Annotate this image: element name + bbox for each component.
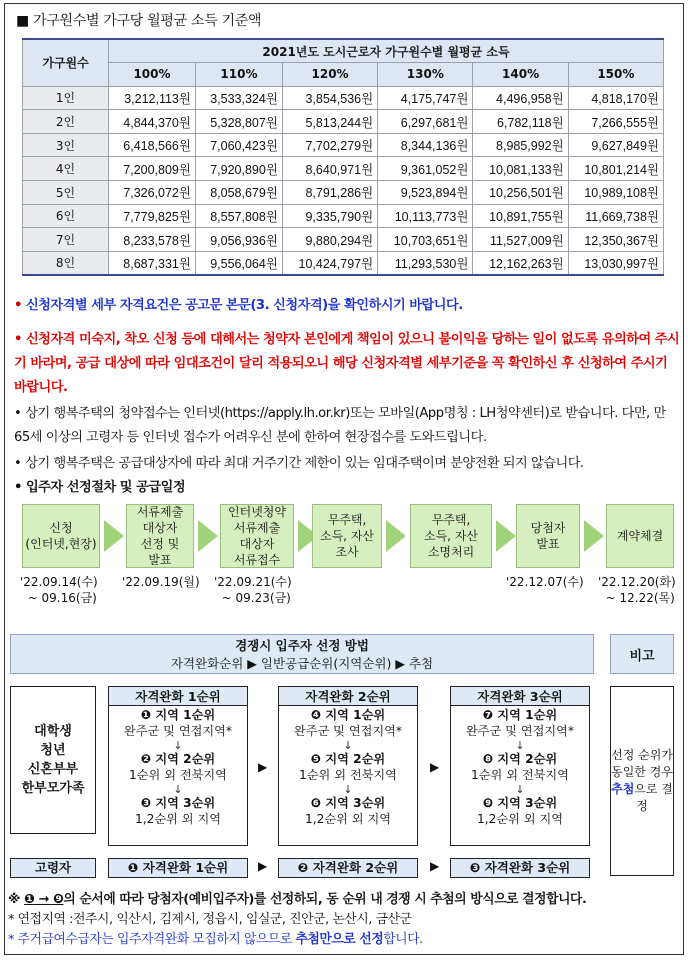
income-cell: 10,081,133원	[473, 157, 568, 181]
income-cell: 9,361,052원	[378, 157, 473, 181]
rank-item-title: ❼ 지역 1순위	[482, 708, 558, 722]
income-cell: 8,233,578원	[109, 228, 196, 252]
income-cell: 8,557,808원	[195, 204, 282, 228]
income-cell: 7,326,072원	[109, 181, 196, 205]
table-row	[23, 204, 664, 228]
percent-header: 150%	[568, 63, 663, 87]
rank-item-title: ❺ 지역 2순위	[310, 752, 386, 767]
income-cell: 6,782,118원	[473, 110, 568, 134]
footnote-housing-benefit: * 주거급여수급자는 입주자격완화 모집하지 않으므로 추첨만으로 선정합니다.	[8, 932, 423, 947]
income-cell: 4,818,170원	[568, 86, 663, 110]
household-size: 1인	[23, 86, 109, 110]
rank-item-title: ❸ 지역 3순위	[140, 796, 216, 811]
notice-5: • 입주자 선정절차 및 공급일정	[14, 480, 186, 495]
footnote-adjacent: * 연접지역 :전주시, 익산시, 김제시, 정읍시, 임실군, 진안군, 논산시, 금산군	[8, 912, 412, 927]
rank-item-desc: 완주군 및 연접지역*	[465, 723, 575, 738]
target-groups: 대학생 청년 신혼부부 한부모가족	[10, 686, 96, 834]
household-size: 3인	[23, 133, 109, 157]
flow-date-4: '22.12.07(수)	[506, 575, 584, 589]
flow-step-4: 무주택, 소득, 자산 조사	[312, 504, 382, 568]
income-cell: 7,200,809원	[109, 157, 196, 181]
income-cell: 8,985,992원	[473, 133, 568, 157]
rank-item-title: ❾ 지역 3순위	[482, 796, 558, 811]
income-cell: 3,854,536원	[282, 86, 377, 110]
income-cell: 9,335,790원	[282, 204, 377, 228]
household-size: 5인	[23, 181, 109, 205]
income-cell: 9,627,849원	[568, 133, 663, 157]
income-cell: 7,920,890원	[195, 157, 282, 181]
rank-item-desc: 1,2순위 외 지역	[477, 811, 563, 826]
income-cell: 12,162,263원	[473, 251, 568, 275]
income-cell: 13,030,997원	[568, 251, 663, 275]
flow-date-2: '22.09.19(월)	[122, 575, 200, 589]
flow-step-3: 인터넷청약 서류제출 대상자 서류접수	[220, 504, 294, 568]
household-size: 7인	[23, 228, 109, 252]
income-cell: 8,640,971원	[282, 157, 377, 181]
flow-step-6: 당첨자 발표	[516, 504, 580, 568]
rank-item-desc: 1,2순위 외 지역	[305, 811, 391, 826]
income-cell: 9,056,936원	[195, 228, 282, 252]
income-cell: 10,113,773원	[378, 204, 473, 228]
competition-header: 경쟁시 입주자 선정 방법 자격완화순위 ▶ 일반공급순위(지역순위) ▶ 추첨	[10, 634, 594, 674]
remark-box: 선정 순위가 동일한 경우 추첨으로 결정	[610, 686, 674, 876]
table-row	[23, 181, 664, 205]
income-cell: 10,256,501원	[473, 181, 568, 205]
income-cell: 10,801,214원	[568, 157, 663, 181]
table-row	[23, 228, 664, 252]
percent-header: 120%	[282, 63, 377, 87]
income-cell: 12,350,367원	[568, 228, 663, 252]
flow-date-1: '22.09.14(수) ~ 09.16(금)	[20, 575, 98, 605]
rank-item-desc: 1순위 외 전북지역	[471, 767, 569, 782]
flow-date-3: '22.09.21(수) ~ 09.23(금)	[214, 575, 292, 605]
flow-arrow	[496, 520, 516, 552]
rank-item-title: ❶ 지역 1순위	[140, 708, 216, 722]
income-cell: 11,527,009원	[473, 228, 568, 252]
down-arrow-icon: ↓	[515, 783, 525, 797]
income-cell: 3,533,324원	[195, 86, 282, 110]
table-row	[23, 157, 664, 181]
notice-4: • 상기 행복주택은 공급대상자에 따라 최대 거주기간 제한이 있는 임대주택이며 분양전환 되지 않습니다.	[14, 456, 584, 471]
notice-1: • 신청자격별 세부 자격요건은 공고문 본문(3. 신청자격)을 확인하시기 바랍니다.	[14, 298, 463, 313]
flow-arrow	[198, 520, 218, 552]
elderly-rank-2: ❷ 자격완화 2순위	[278, 858, 418, 878]
remark-header: 비고	[610, 634, 674, 674]
rank-header: 자격완화 3순위	[451, 687, 589, 706]
rank-item-desc: 완주군 및 연접지역*	[123, 723, 233, 738]
income-cell: 7,060,423원	[195, 133, 282, 157]
down-arrow-icon: ↓	[515, 739, 525, 753]
flow-step-7: 계약체결	[606, 504, 674, 568]
flow-arrow	[386, 520, 406, 552]
income-cell: 10,703,651원	[378, 228, 473, 252]
income-cell: 5,328,807원	[195, 110, 282, 134]
income-cell: 11,669,738원	[568, 204, 663, 228]
section-title: ■ 가구원수별 가구당 월평균 소득 기준액	[16, 13, 262, 29]
percent-header: 100%	[109, 63, 196, 87]
income-cell: 9,556,064원	[195, 251, 282, 275]
table-row	[23, 110, 664, 134]
rank-header: 자격완화 1순위	[109, 687, 247, 706]
notice-2: • 신청자격 미숙지, 착오 신청 등에 대해서는 청약자 본인에게 책임이 있으니 불이익을 당하는 일이 없도록 유의하여 주시기 바라며, 공급 대상에 따라 임대조건이 달리 적용되오니 해당 신청자격별 세부기준을 꼭 확인하신 후 신청하여 주시기 바랍니다.	[14, 332, 680, 395]
rank-item-desc: 1,2순위 외 지역	[135, 811, 221, 826]
flow-arrow	[584, 520, 604, 552]
down-arrow-icon: ↓	[173, 739, 183, 753]
flow-arrow	[104, 520, 124, 552]
arrow-triangle: ▶	[430, 859, 440, 873]
rank-item-desc: 완주군 및 연접지역*	[293, 723, 403, 738]
elderly-rank-1: ❶ 자격완화 1순위	[108, 858, 248, 878]
income-cell: 10,424,797원	[282, 251, 377, 275]
household-size: 6인	[23, 204, 109, 228]
arrow-triangle: ▶	[258, 859, 268, 873]
flow-step-1: 신청 (인터넷,현장)	[22, 504, 100, 568]
table-row	[23, 86, 664, 110]
footnote-order: ※ ❶ → ❾의 순서에 따라 당첨자(예비입주자)를 선정하되, 동 순위 내 경쟁 시 추첨의 방식으로 결정합니다.	[8, 892, 587, 907]
table-row	[23, 133, 664, 157]
arrow-triangle: ▶	[430, 760, 440, 774]
household-size: 8인	[23, 251, 109, 275]
arrow-triangle: ▶	[258, 760, 268, 774]
down-arrow-icon: ↓	[343, 739, 353, 753]
income-cell: 8,791,286원	[282, 181, 377, 205]
income-cell: 8,344,136원	[378, 133, 473, 157]
income-cell: 8,687,331원	[109, 251, 196, 275]
income-cell: 10,891,755원	[473, 204, 568, 228]
income-cell: 3,212,113원	[109, 86, 196, 110]
income-cell: 4,175,747원	[378, 86, 473, 110]
table-row	[23, 251, 664, 275]
percent-header: 130%	[378, 63, 473, 87]
household-header: 가구원수	[23, 39, 109, 86]
income-cell: 4,496,958원	[473, 86, 568, 110]
income-table	[22, 38, 664, 276]
income-cell: 7,266,555원	[568, 110, 663, 134]
income-cell: 6,418,566원	[109, 133, 196, 157]
income-cell: 8,058,679원	[195, 181, 282, 205]
percent-header: 110%	[195, 63, 282, 87]
income-cell: 11,293,530원	[378, 251, 473, 275]
rank-item-title: ❻ 지역 3순위	[310, 796, 386, 811]
rank-box-2	[278, 686, 418, 846]
income-cell: 4,844,370원	[109, 110, 196, 134]
percent-header: 140%	[473, 63, 568, 87]
income-cell: 9,880,294원	[282, 228, 377, 252]
down-arrow-icon: ↓	[343, 783, 353, 797]
notice-3: • 상기 행복주택의 청약접수는 인터넷(https://apply.lh.or.kr)또는 모바일(App명칭 : LH청약센터)로 받습니다. 다만, 만 65세 이상의 고령자 등 인터넷 접수가 어려우신 분에 한하여 현장접수를 도와드립니다.	[14, 406, 666, 445]
flow-step-2: 서류제출 대상자 선정 및 발표	[126, 504, 194, 568]
rank-item-title: ❷ 지역 2순위	[140, 752, 216, 767]
income-cell: 6,297,681원	[378, 110, 473, 134]
elderly-rank-3: ❸ 자격완화 3순위	[450, 858, 590, 878]
income-cell: 10,989,108원	[568, 181, 663, 205]
household-size: 4인	[23, 157, 109, 181]
household-size: 2인	[23, 110, 109, 134]
down-arrow-icon: ↓	[173, 783, 183, 797]
rank-item-title: ❽ 지역 2순위	[482, 752, 558, 767]
income-cell: 5,813,244원	[282, 110, 377, 134]
income-cell: 9,523,894원	[378, 181, 473, 205]
rank-item-desc: 1순위 외 전북지역	[299, 767, 397, 782]
rank-header: 자격완화 2순위	[279, 687, 417, 706]
rank-item-desc: 1순위 외 전북지역	[129, 767, 227, 782]
elderly-label: 고령자	[10, 858, 96, 878]
rank-box-3	[450, 686, 590, 846]
flow-date-5: '22.12.20(화) ~ 12.22(목)	[598, 575, 676, 605]
income-cell: 7,702,279원	[282, 133, 377, 157]
flow-step-5: 무주택, 소득, 자산 소명처리	[410, 504, 492, 568]
rank-item-title: ❹ 지역 1순위	[310, 708, 386, 722]
group-header: 2021년도 도시근로자 가구원수별 월평균 소득	[109, 39, 664, 63]
rank-box-1	[108, 686, 248, 846]
income-cell: 7,779,825원	[109, 204, 196, 228]
